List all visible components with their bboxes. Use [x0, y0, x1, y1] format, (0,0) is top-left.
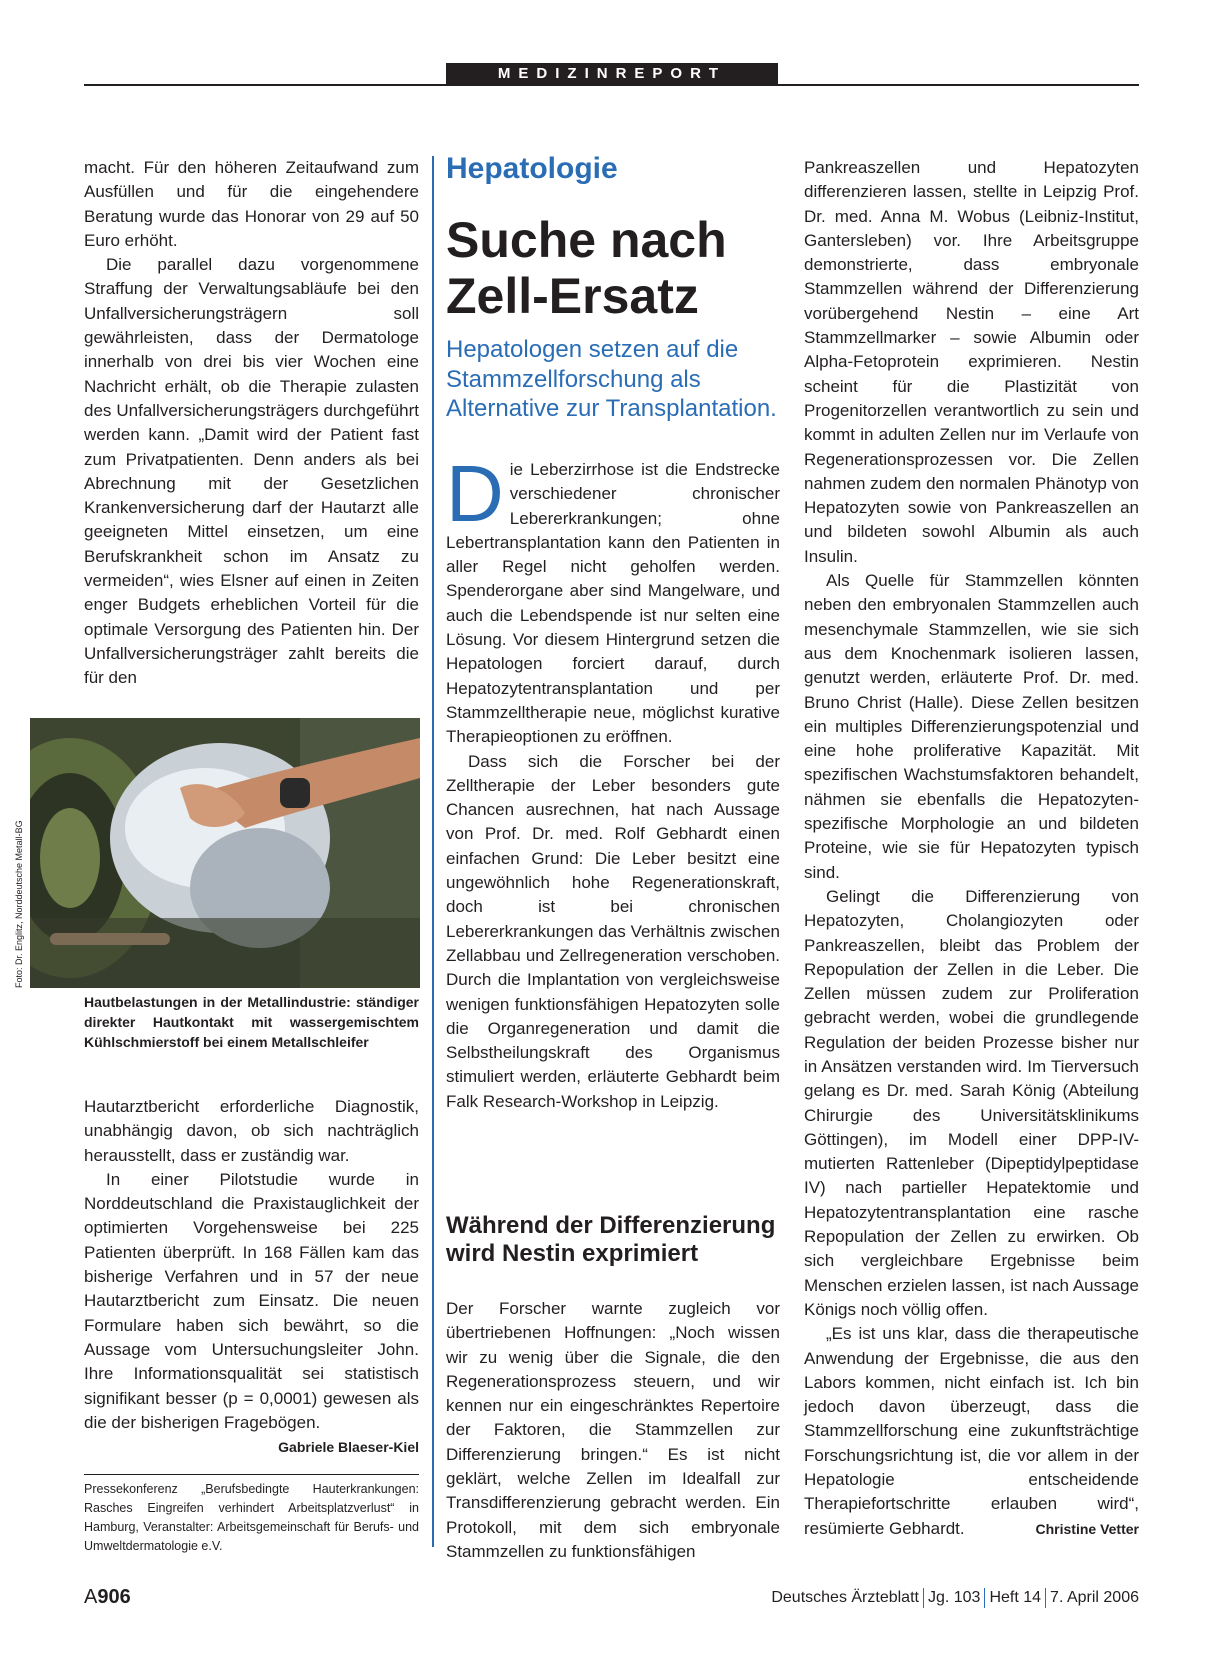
- column-1: [84, 156, 419, 691]
- page-number-value: 906: [97, 1586, 131, 1608]
- col3-paragraph-3: Gelingt die Differenzierung von Hepatozyten, Cholangiozyten oder Pankreaszellen, bleibt das Problem der Repopulation der Zellen in die Leber. Die Zellen müssen zudem zur Proliferation gebracht werden, wobei die grundlegende Regulation der beiden Prozesse bisher nur in Ansätzen verstanden wird. Im Tierversuch gelang es Dr. med. Sarah König (Abteilung Chirurgie des Universitätsklinikums Göttingen), im Modell einer DPP-IV-mutierten Rattenleber (Dipeptidylpeptidase IV) nach partieller Hepatektomie und Hepatozytentransplantation eine rasche Repopulation der Zellen zu erwirken. Ob sich vergleichbare Ergebnisse beim Menschen erzielen lassen, ist nach Aussage Königs noch völlig offen.: [804, 886, 1139, 1319]
- col1-paragraph-1: macht. Für den höheren Zeitaufwand zum Ausfüllen und für die eingehendere Beratung wurde das Honorar von 29 auf 50 Euro erhöht.: [84, 158, 419, 250]
- article-paragraph-3: Der Forscher warnte zugleich vor übertriebenen Hoffnungen: „Noch wissen wir zu wenig über die Signale, die den Regenerationsprozess steuern, und wir kennen nur ein eingeschränktes Repertoire der Faktoren, die Stammzellen zur Differenzierung bringen.“ Es ist nicht geklärt, welche Zellen im Idealfall zur Transdifferenzierung gebracht werden. Ein Protokoll, mit dem sich embryonale Stammzellen zu funktionsfähigen: [446, 1299, 780, 1561]
- journal-issue: Heft 14: [989, 1589, 1042, 1607]
- article-paragraph-2: Dass sich die Forscher bei der Zelltherapie der Leber besonders gute Chancen ausrechnen, hat nach Aussage von Prof. Dr. med. Rolf Gebhardt einen einfachen Grund: Die Leber besitzt eine ungewöhnlich hohe Regenerationskraft, doch ist bei chronischen Lebererkrankungen das Verhältnis zwischen Zellabbau und Zellregeneration verschoben. Durch die Implantation von vergleichsweise wenigen funktionsfähigen Hepatozyten solle die Organregeneration und damit die Selbstheilungskraft des Organismus stimuliert werden, erläuterte Gebhardt beim Falk Research-Workshop in Leipzig.: [446, 751, 780, 1111]
- note-rule: [84, 1474, 419, 1475]
- column-3: [804, 156, 1139, 1541]
- footer-separator: [923, 1588, 924, 1608]
- journal-date: 7. April 2006: [1050, 1589, 1139, 1607]
- article-subhead: Während der Differenzierung wird Nestin exprimiert: [446, 1212, 776, 1267]
- author-blaeser-kiel: Gabriele Blaeser-Kiel: [278, 1439, 419, 1456]
- article-lead: Hepatologen setzen auf die Stammzellforschung als Alternative zur Transplantation.: [446, 336, 777, 422]
- article-headline: Suche nach Zell-Ersatz: [446, 212, 727, 324]
- col1b-paragraph-2: [84, 1168, 419, 1456]
- author-vetter: Christine Vetter: [1035, 1520, 1139, 1537]
- col3-paragraph-2: Als Quelle für Stammzellen könnten neben den embryonalen Stammzellen auch mesenchymale Stammzellen, wie sie sich aus dem Knochenmark isolieren lassen, genutzt werden, erläuterte Prof. Dr. med. Bruno Christ (Halle). Diese Zellen besitzen ein multiples Differenzierungspotenzial und eine hohe proliferative Kapazität. Mit spezifischen Wachstumsfaktoren behandelt, nähmen sie ebenfalls die Hepatozyten-spezifische Morphologie an und bildeten Proteine, wie sie für Hepatozyten typisch sind.: [804, 571, 1139, 882]
- footer-separator: [984, 1588, 985, 1608]
- column-2-bottom: [446, 1297, 780, 1564]
- drop-cap: D: [446, 449, 504, 538]
- col3-paragraph-1: Pankreaszellen und Hepatozyten differenzieren lassen, stellte in Leipzig Prof. Dr. med. Anna M. Wobus (Leibniz-Institut, Gantersleben) vor. Ihre Arbeitsgruppe demonstrierte, dass embryonale Stammzellen während der Differenzierung vorübergehend Nestin – eine Art Stammzellmarker – sowie Albumin oder Alpha-Fetoprotein exprimieren. Nestin scheint für die Plastizität von Progenitorzellen verantwortlich zu sein und kommt in adulten Zellen nur im Verlaufe von Regenerationsprozessen vor. Die Zellen nahmen zudem den normalen Phänotyp von Hepatozyten sowie von Pankreaszellen an und bildeten sowohl Albumin als auch Insulin.: [804, 158, 1139, 566]
- journal-volume: Jg. 103: [927, 1589, 981, 1607]
- col3-paragraph-4: [804, 1322, 1139, 1541]
- article-paragraph-1: [446, 449, 780, 750]
- journal-name: Deutsches Ärzteblatt: [771, 1589, 919, 1607]
- photo-caption: Hautbelastungen in der Metallindustrie: ständiger direkter Hautkontakt mit wassergemischtem Kühlschmierstoff bei einem Metallschleifer: [84, 994, 419, 1050]
- column-1-bottom: [84, 1095, 419, 1459]
- col3-paragraph-4-text: „Es ist uns klar, dass die therapeutische Anwendung der Ergebnisse, die aus den Labors kommen, nicht einfach ist. Ich bin jedoch davon überzeugt, dass die Stammzellforschung eine zukunftsträchtige Forschungsrichtung ist, die vor allem in der Hepatologie entscheidende Therapiefortschritte erlauben wird“, resümierte Gebhardt.: [804, 1324, 1139, 1538]
- article-kicker: Hepatologie: [446, 152, 618, 185]
- footer-separator: [1045, 1588, 1046, 1608]
- column-2-top: [446, 449, 780, 1114]
- col1-paragraph-2: Die parallel dazu vorgenommene Straffung der Verwaltungsabläufe bei den Unfallversicherungsträgern soll gewährleisten, dass der Dermatologe innerhalb von drei bis vier Wochen eine Nachricht erhält, ob die Therapie zulasten des Unfallversicherungsträgers durchgeführt werden kann. „Damit wird der Patient fast zum Privatpatienten. Denn anders als bei Abrechnung mit der Gesetzlichen Krankenversicherung darf der Hautarzt alle geeigneten Mittel einsetzen, um eine Berufskrankheit schon im Ansatz zu vermeiden“, wies Elsner auf einen in Zeiten enger Budgets erheblichen Vorteil für die optimale Versorgung des Patienten hin. Der Unfallversicherungsträger zahlt bereits die für den: [84, 255, 419, 688]
- col1b-paragraph-1: Hautarztbericht erforderliche Diagnostik, unabhängig davon, ob sich nachträglich herausstellt, dass er zuständig war.: [84, 1097, 419, 1165]
- footer-journal-info: [771, 1588, 1139, 1608]
- photo-metal-grinder: [30, 718, 420, 988]
- column-divider: [432, 156, 434, 1547]
- header-rule: [84, 84, 1139, 86]
- section-label: MEDIZINREPORT: [446, 63, 778, 85]
- article-paragraph-1-text: ie Leberzirrhose ist die Endstrecke verschiedener chronischer Lebererkrankungen; ohne Lebertransplantation kann den Patienten in aller Regel nicht geholfen werden. Spenderorgane aber sind Mangelware, und auch die Lebendspende ist nur selten eine Lösung. Vor diesem Hintergrund setzen die Hepatologen forciert darauf, durch Hepatozytentransplantation und per Stammzelltherapie neue, möglichst kurative Therapieoptionen zu eröffnen.: [446, 460, 780, 747]
- photo-credit: Foto: Dr. Englitz, Norddeutsche Metall-BG: [14, 820, 24, 988]
- press-conference-note: Pressekonferenz „Berufsbedingte Hauterkrankungen: Rasches Eingreifen verhindert Arbeitsplatzverlust“ in Hamburg, Veranstalter: Arbeitsgemeinschaft für Berufs- und Umweltdermatologie e.V.: [84, 1482, 419, 1553]
- page-prefix: A: [84, 1586, 98, 1608]
- page-number: [84, 1586, 131, 1609]
- col1b-paragraph-2-text: In einer Pilotstudie wurde in Norddeutschland die Praxistauglichkeit der optimierten Vorgehensweise bei 225 Patienten überprüft. In 168 Fällen kam das bisherige Verfahren und in 57 der neue Hautarztbericht zum Einsatz. Die neuen Formulare haben sich bewährt, so die Aussage vom Untersuchungsleiter John. Ihre Informationsqualität sei statistisch signifikant besser (p = 0,0001) gewesen als die der bisherigen Fragebögen.: [84, 1169, 419, 1432]
